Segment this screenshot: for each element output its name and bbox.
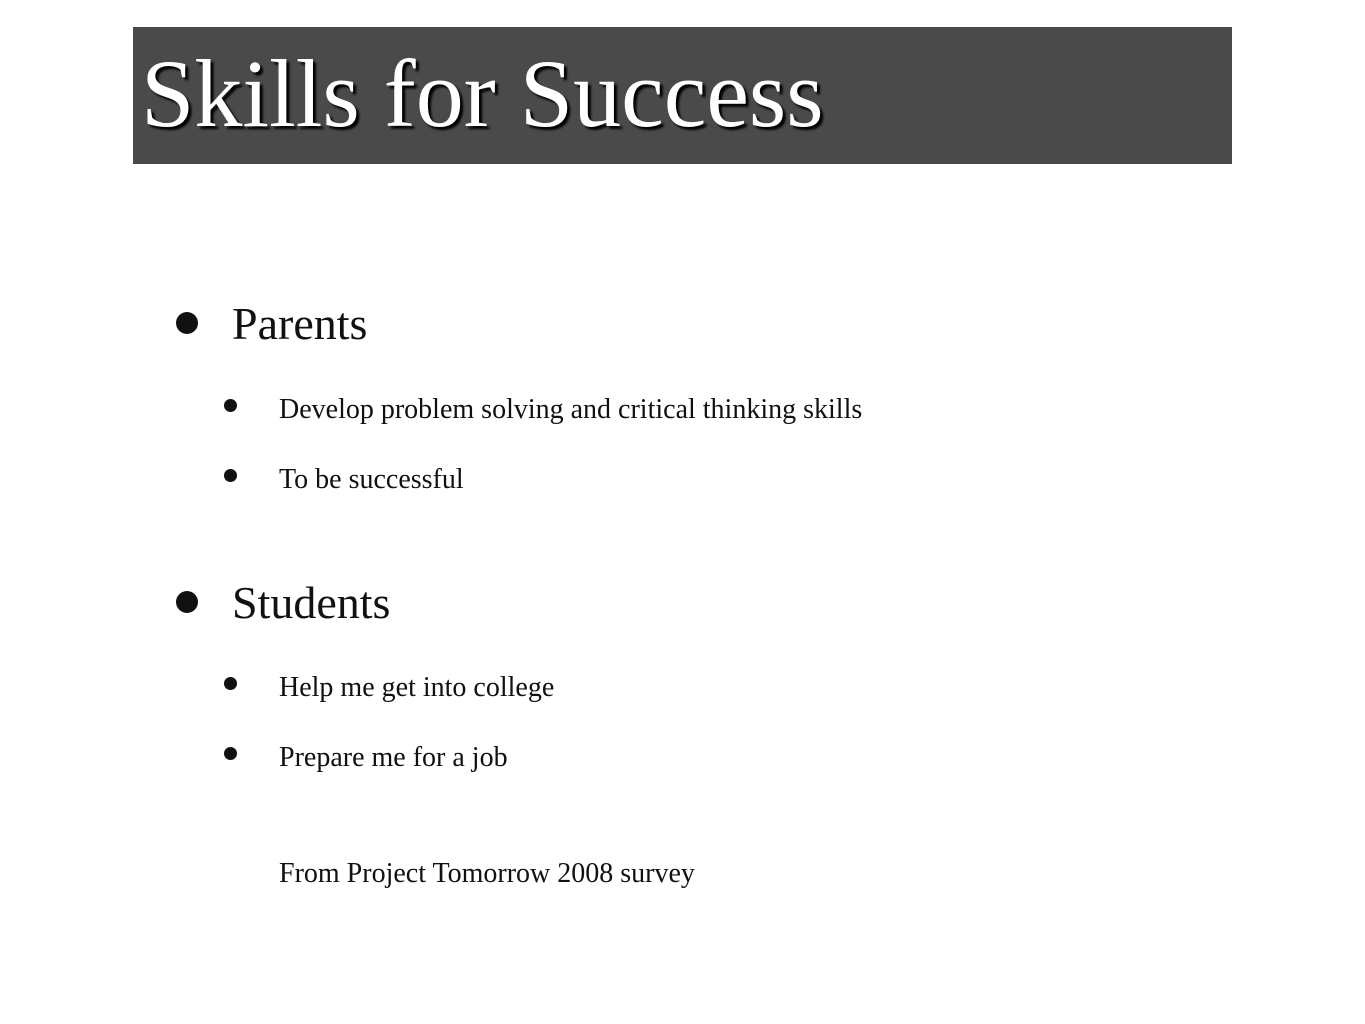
section-label-parents: Parents [232, 298, 368, 349]
bullet-icon [224, 399, 237, 412]
bullet-icon [224, 747, 237, 760]
section-label-students: Students [232, 577, 391, 628]
bullet-icon [176, 591, 198, 613]
list-item-label: Help me get into college [279, 672, 555, 703]
section-parents [176, 294, 1076, 354]
list-item [224, 738, 1124, 778]
list-item [224, 668, 1124, 708]
list-item [224, 390, 1124, 430]
bullet-icon [224, 469, 237, 482]
list-item-label: Develop problem solving and critical thinking skills [279, 394, 863, 425]
list-item-label: Prepare me for a job [279, 742, 508, 773]
list-item-label: To be successful [279, 464, 464, 495]
bullet-icon [176, 312, 198, 334]
source-citation: From Project Tomorrow 2008 survey [279, 858, 695, 889]
slide-title: Skills for Success [141, 40, 824, 147]
section-students [176, 573, 1076, 633]
bullet-icon [224, 677, 237, 690]
list-item [224, 460, 1124, 500]
title-bar [133, 27, 1232, 164]
